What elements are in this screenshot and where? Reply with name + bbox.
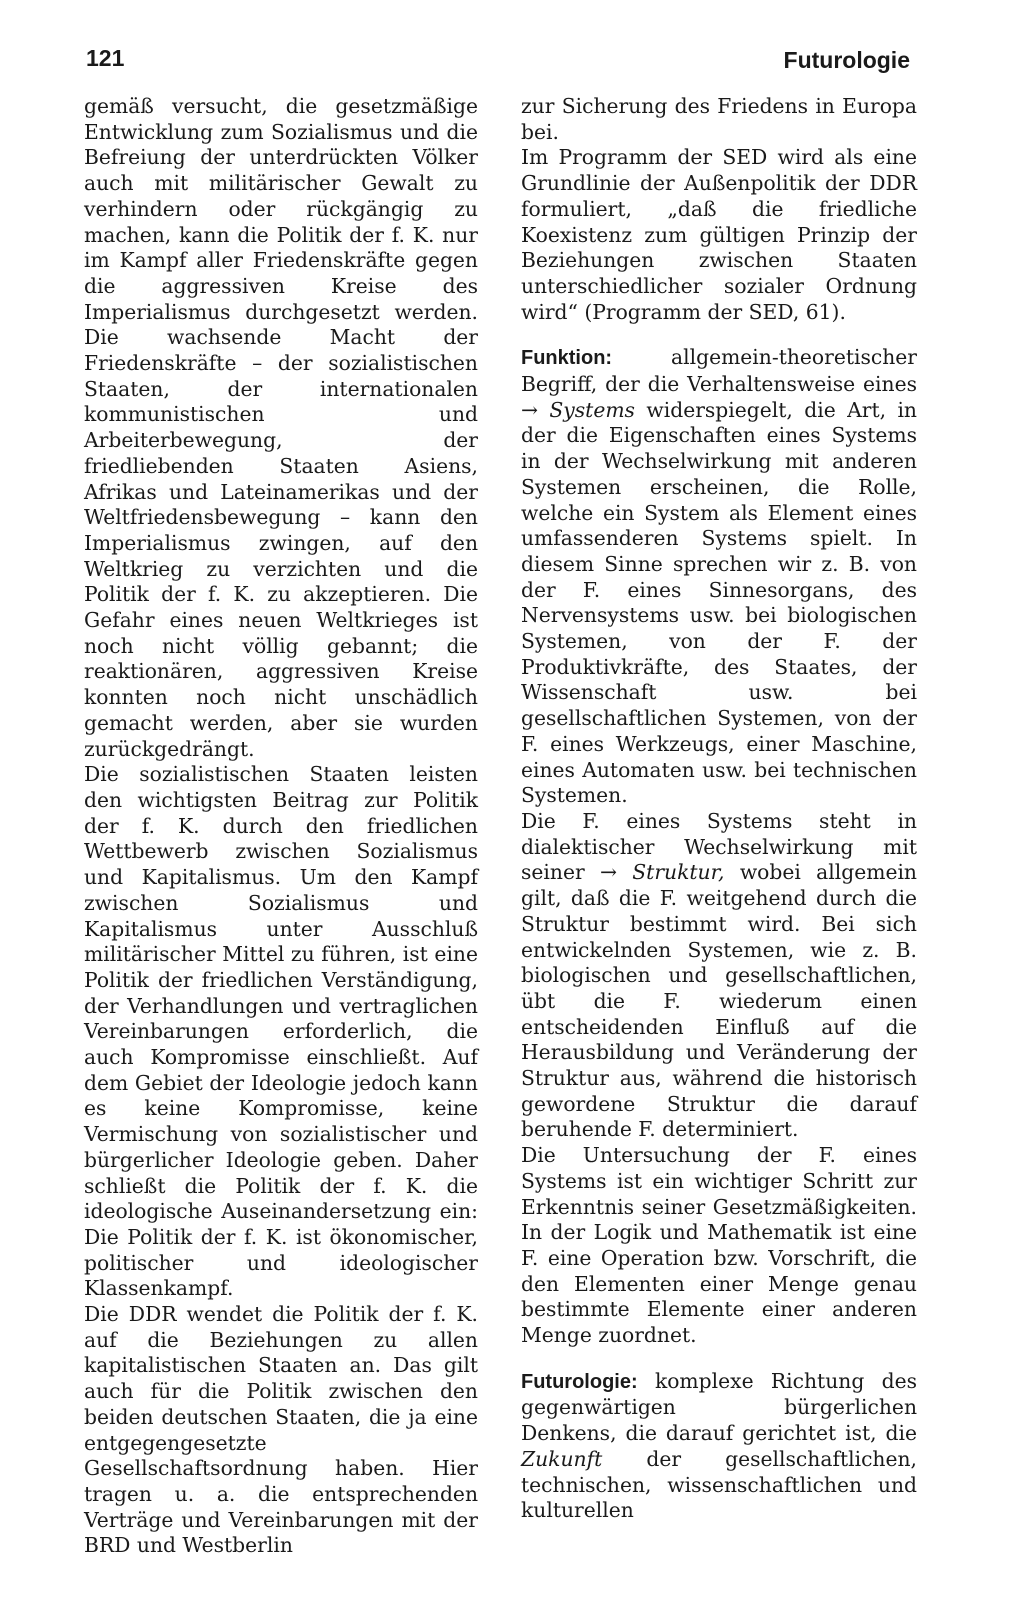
left-column [84,94,478,1559]
cross-reference-arrow-icon: → [521,397,538,422]
emphasis-zukunft: Zukunft [521,1446,603,1471]
paragraph-text: Die F. eines Systems steht in dialektischer Wechselwirkung mit seiner [521,808,917,885]
cross-reference-struktur[interactable]: Struktur, [632,860,725,885]
entry-funktion [521,345,917,809]
entry-text: allgemein-theoretischer Begriff, der die Verhaltensweise eines [521,345,917,397]
entry-text: der gesellschaftlichen, technischen, wissenschaftlichen und kulturellen [521,1446,918,1523]
cross-reference-arrow-icon: → [599,860,617,885]
running-head: Futurologie [783,47,910,73]
paragraph: Die sozialistischen Staaten leisten den wichtigsten Beitrag zur Politik der f. K. durch den friedlichen Wettbewerb zwischen Sozialismus und Kapitalismus. Um den Kampf zwischen Sozialismus und Kapitalismus unter Ausschluß militärischer Mittel zu führen, ist eine Politik der friedlichen Verständigung, der Verhandlungen und vertraglichen Vereinbarungen erforderlich, die auch Kompromisse einschließt. Auf dem Gebiet der Ideologie jedoch kann es keine Kompromisse, keine Vermischung von sozialistischer und bürgerlicher Ideologie geben. Daher schließt die Politik der f. K. die ideologische Auseinandersetzung ein: Die Politik der f. K. ist ökonomischer, politischer und ideologischer Klassenkampf. [84,762,478,1301]
paragraph: Die DDR wendet die Politik der f. K. auf die Beziehungen zu allen kapitalistischen Staaten an. Das gilt auch für die Politik zwischen den beiden deutschen Staaten, die ja eine entgegengesetzte Gesellschaftsordnung haben. Hier tragen u. a. die entsprechenden Verträge und Vereinbarungen mit der BRD und Westberlin [84,1302,478,1558]
entry-text: komplexe Richtung des gegenwärtigen bürgerlichen Denkens, die darauf gerichtet ist, die [521,1368,917,1446]
page-number: 121 [86,45,125,71]
entry-text: widerspiegelt, die Art, in der die Eigenschaften eines Systems in der Wechselwirkung mit anderen Systemen erscheinen, die Rolle, welche ein System als Element eines umfassenderen Systems spielt. In diesem Sinne sprechen wir z. B. von der F. eines Sinnesorgans, des Nervensystems usw. bei biologischen Systemen, von der F. der Produktivkräfte, des Staates, der Wissenschaft usw. bei gesellschaftlichen Systemen, von der F. eines Werkzeugs, einer Maschine, eines Automaten usw. bei technischen Systemen. [521,397,917,808]
paragraph: Die Untersuchung der F. eines Systems ist ein wichtiger Schritt zur Erkenntnis seiner Gesetzmäßigkeiten. In der Logik und Mathematik ist eine F. eine Operation bzw. Vorschrift, die den Elementen einer Menge genau bestimmte Elemente einer anderen Menge zuordnet. [521,1143,917,1348]
paragraph: zur Sicherung des Friedens in Europa bei. [521,94,917,144]
entry-term-funktion: Funktion: [521,347,613,370]
entry-futurologie [521,1369,917,1524]
paragraph: Im Programm der SED wird als eine Grundlinie der Außenpolitik der DDR formuliert, „daß die friedliche Koexistenz zum gültigen Prinzip der Beziehungen zwischen Staaten unterschiedlicher sozialer Ordnung wird“ (Programm der SED, 61). [521,145,917,324]
paragraph: gemäß versucht, die gesetzmäßige Entwicklung zum Sozialismus und die Befreiung der unterdrückten Völker auch mit militärischer Gewalt zu verhindern oder rückgängig zu machen, kann die Politik der f. K. nur im Kampf aller Friedenskräfte gegen die aggressiven Kreise des Imperialismus durchgesetzt werden. Die wachsende Macht der Friedenskräfte – der sozialistischen Staaten, der internationalen kommunistischen und Arbeiterbewegung, der friedliebenden Staaten Asiens, Afrikas und Lateinamerikas und der Weltfriedensbewegung – kann den Imperialismus zwingen, auf den Weltkrieg zu verzichten und die Politik der f. K. zu akzeptieren. Die Gefahr eines neuen Weltkrieges ist noch nicht völlig gebannt; die reaktionären, aggressiven Kreise konnten noch nicht unschädlich gemacht werden, aber sie wurden zurückgedrängt. [84,94,478,761]
right-column [521,94,917,1524]
entry-term-futurologie: Futurologie: [521,1370,638,1393]
paragraph-text: wobei allgemein gilt, daß die F. weitgehend durch die Struktur bestimmt wird. Bei sich entwickelnden Systemen, wie z. B. biologischen und gesellschaftlichen, übt die F. wiederum einen entscheidenden Einfluß auf die Herausbildung und Veränderung der Struktur aus, während die historisch gewordene Struktur die darauf beruhende F. determiniert. [521,860,917,1142]
cross-reference-systems[interactable]: Systems [549,397,635,422]
paragraph [521,809,917,1143]
